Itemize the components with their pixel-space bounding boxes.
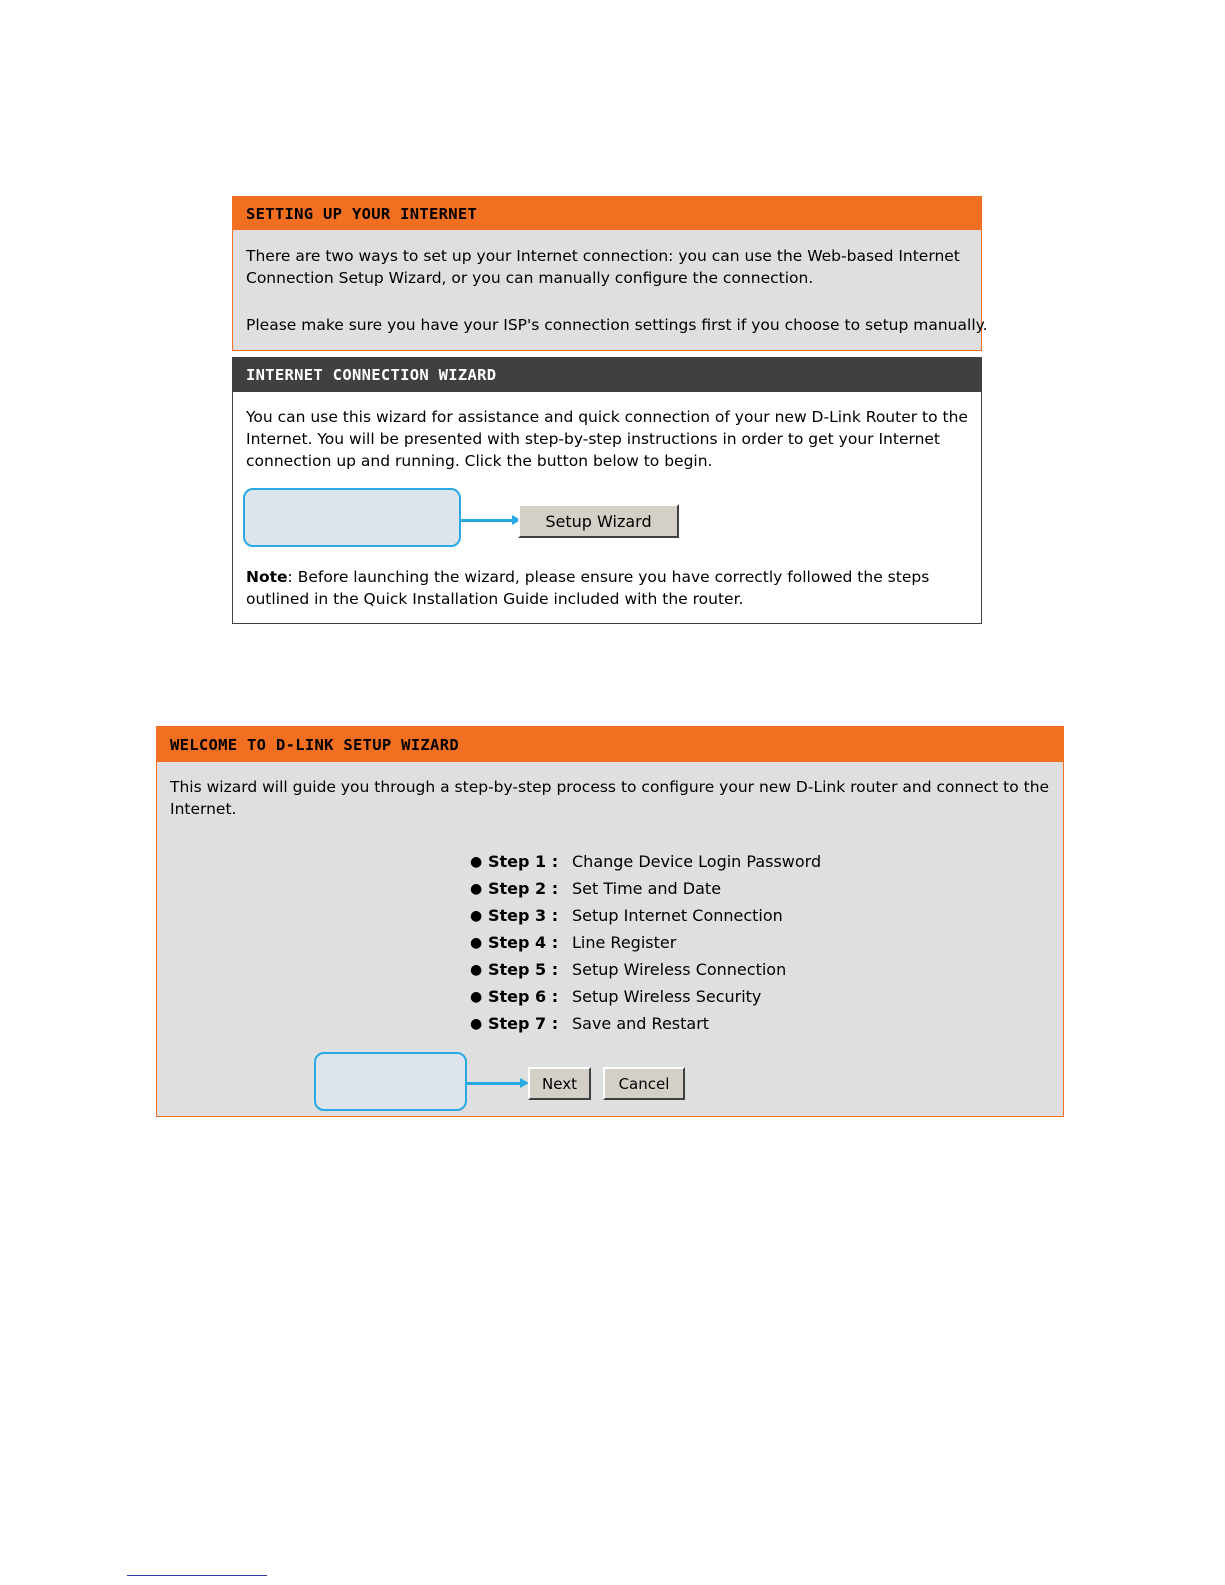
note-label: Note	[246, 568, 288, 586]
bullet-icon: ●	[470, 961, 483, 978]
wizard-step-4	[470, 929, 676, 956]
setup-internet-isp-note: Please make sure you have your ISP's connection settings first if you choose to setup manually.	[246, 316, 988, 334]
step-description: Set Time and Date	[572, 879, 722, 898]
cancel-button[interactable]: Cancel	[603, 1067, 685, 1100]
step-label: Step 1 :	[488, 852, 559, 871]
bullet-icon: ●	[470, 853, 483, 870]
bullet-icon: ●	[470, 880, 483, 897]
setup-internet-panel	[232, 196, 988, 351]
step-label: Step 5 :	[488, 960, 559, 979]
bullet-icon: ●	[470, 934, 483, 951]
wizard-step-6	[470, 983, 761, 1010]
callout-box-setup-wizard	[243, 488, 461, 547]
step-label: Step 3 :	[488, 906, 559, 925]
wizard-step-5	[470, 956, 786, 983]
setup-internet-description: There are two ways to set up your Internet connection: you can use the Web-based Internet Connection Setup Wizard, or you can manually configure the connection.	[246, 247, 960, 287]
connection-wizard-note	[246, 566, 974, 610]
wizard-step-3	[470, 902, 783, 929]
connection-wizard-title: INTERNET CONNECTION WIZARD	[233, 358, 981, 392]
welcome-wizard-title: WELCOME TO D-LINK SETUP WIZARD	[157, 727, 1063, 762]
footer-link-underline	[127, 1575, 267, 1576]
connection-wizard-description: You can use this wizard for assistance and quick connection of your new D-Link Router to the Internet. You will be presented with step-by-step instructions in order to get your Internet connection up and running. Click the button below to begin.	[246, 408, 968, 470]
welcome-wizard-intro: This wizard will guide you through a step-by-step process to configure your new D-Link router and connect to the Internet.	[170, 778, 1050, 818]
wizard-step-2	[470, 875, 721, 902]
step-description: Line Register	[572, 933, 677, 952]
callout-arrow-line	[461, 519, 514, 522]
bullet-icon: ●	[470, 988, 483, 1005]
callout-arrow-line	[467, 1082, 522, 1085]
setup-wizard-button[interactable]: Setup Wizard	[518, 504, 679, 538]
step-description: Setup Wireless Security	[572, 987, 762, 1006]
wizard-step-7	[470, 1010, 709, 1037]
setup-internet-title: SETTING UP YOUR INTERNET	[233, 197, 981, 230]
step-label: Step 6 :	[488, 987, 559, 1006]
step-description: Setup Wireless Connection	[572, 960, 787, 979]
step-description: Save and Restart	[572, 1014, 710, 1033]
wizard-step-1	[470, 848, 821, 875]
callout-box-next	[314, 1052, 467, 1111]
welcome-wizard-panel	[156, 726, 1064, 1117]
step-label: Step 4 :	[488, 933, 559, 952]
step-label: Step 2 :	[488, 879, 559, 898]
step-description: Change Device Login Password	[572, 852, 822, 871]
step-label: Step 7 :	[488, 1014, 559, 1033]
next-button[interactable]: Next	[528, 1067, 591, 1100]
step-description: Setup Internet Connection	[572, 906, 783, 925]
wizard-steps-list	[470, 848, 870, 1038]
note-text: : Before launching the wizard, please ensure you have correctly followed the steps outlined in the Quick Installation Guide included with the router.	[246, 568, 930, 608]
bullet-icon: ●	[470, 907, 483, 924]
bullet-icon: ●	[470, 1015, 483, 1032]
